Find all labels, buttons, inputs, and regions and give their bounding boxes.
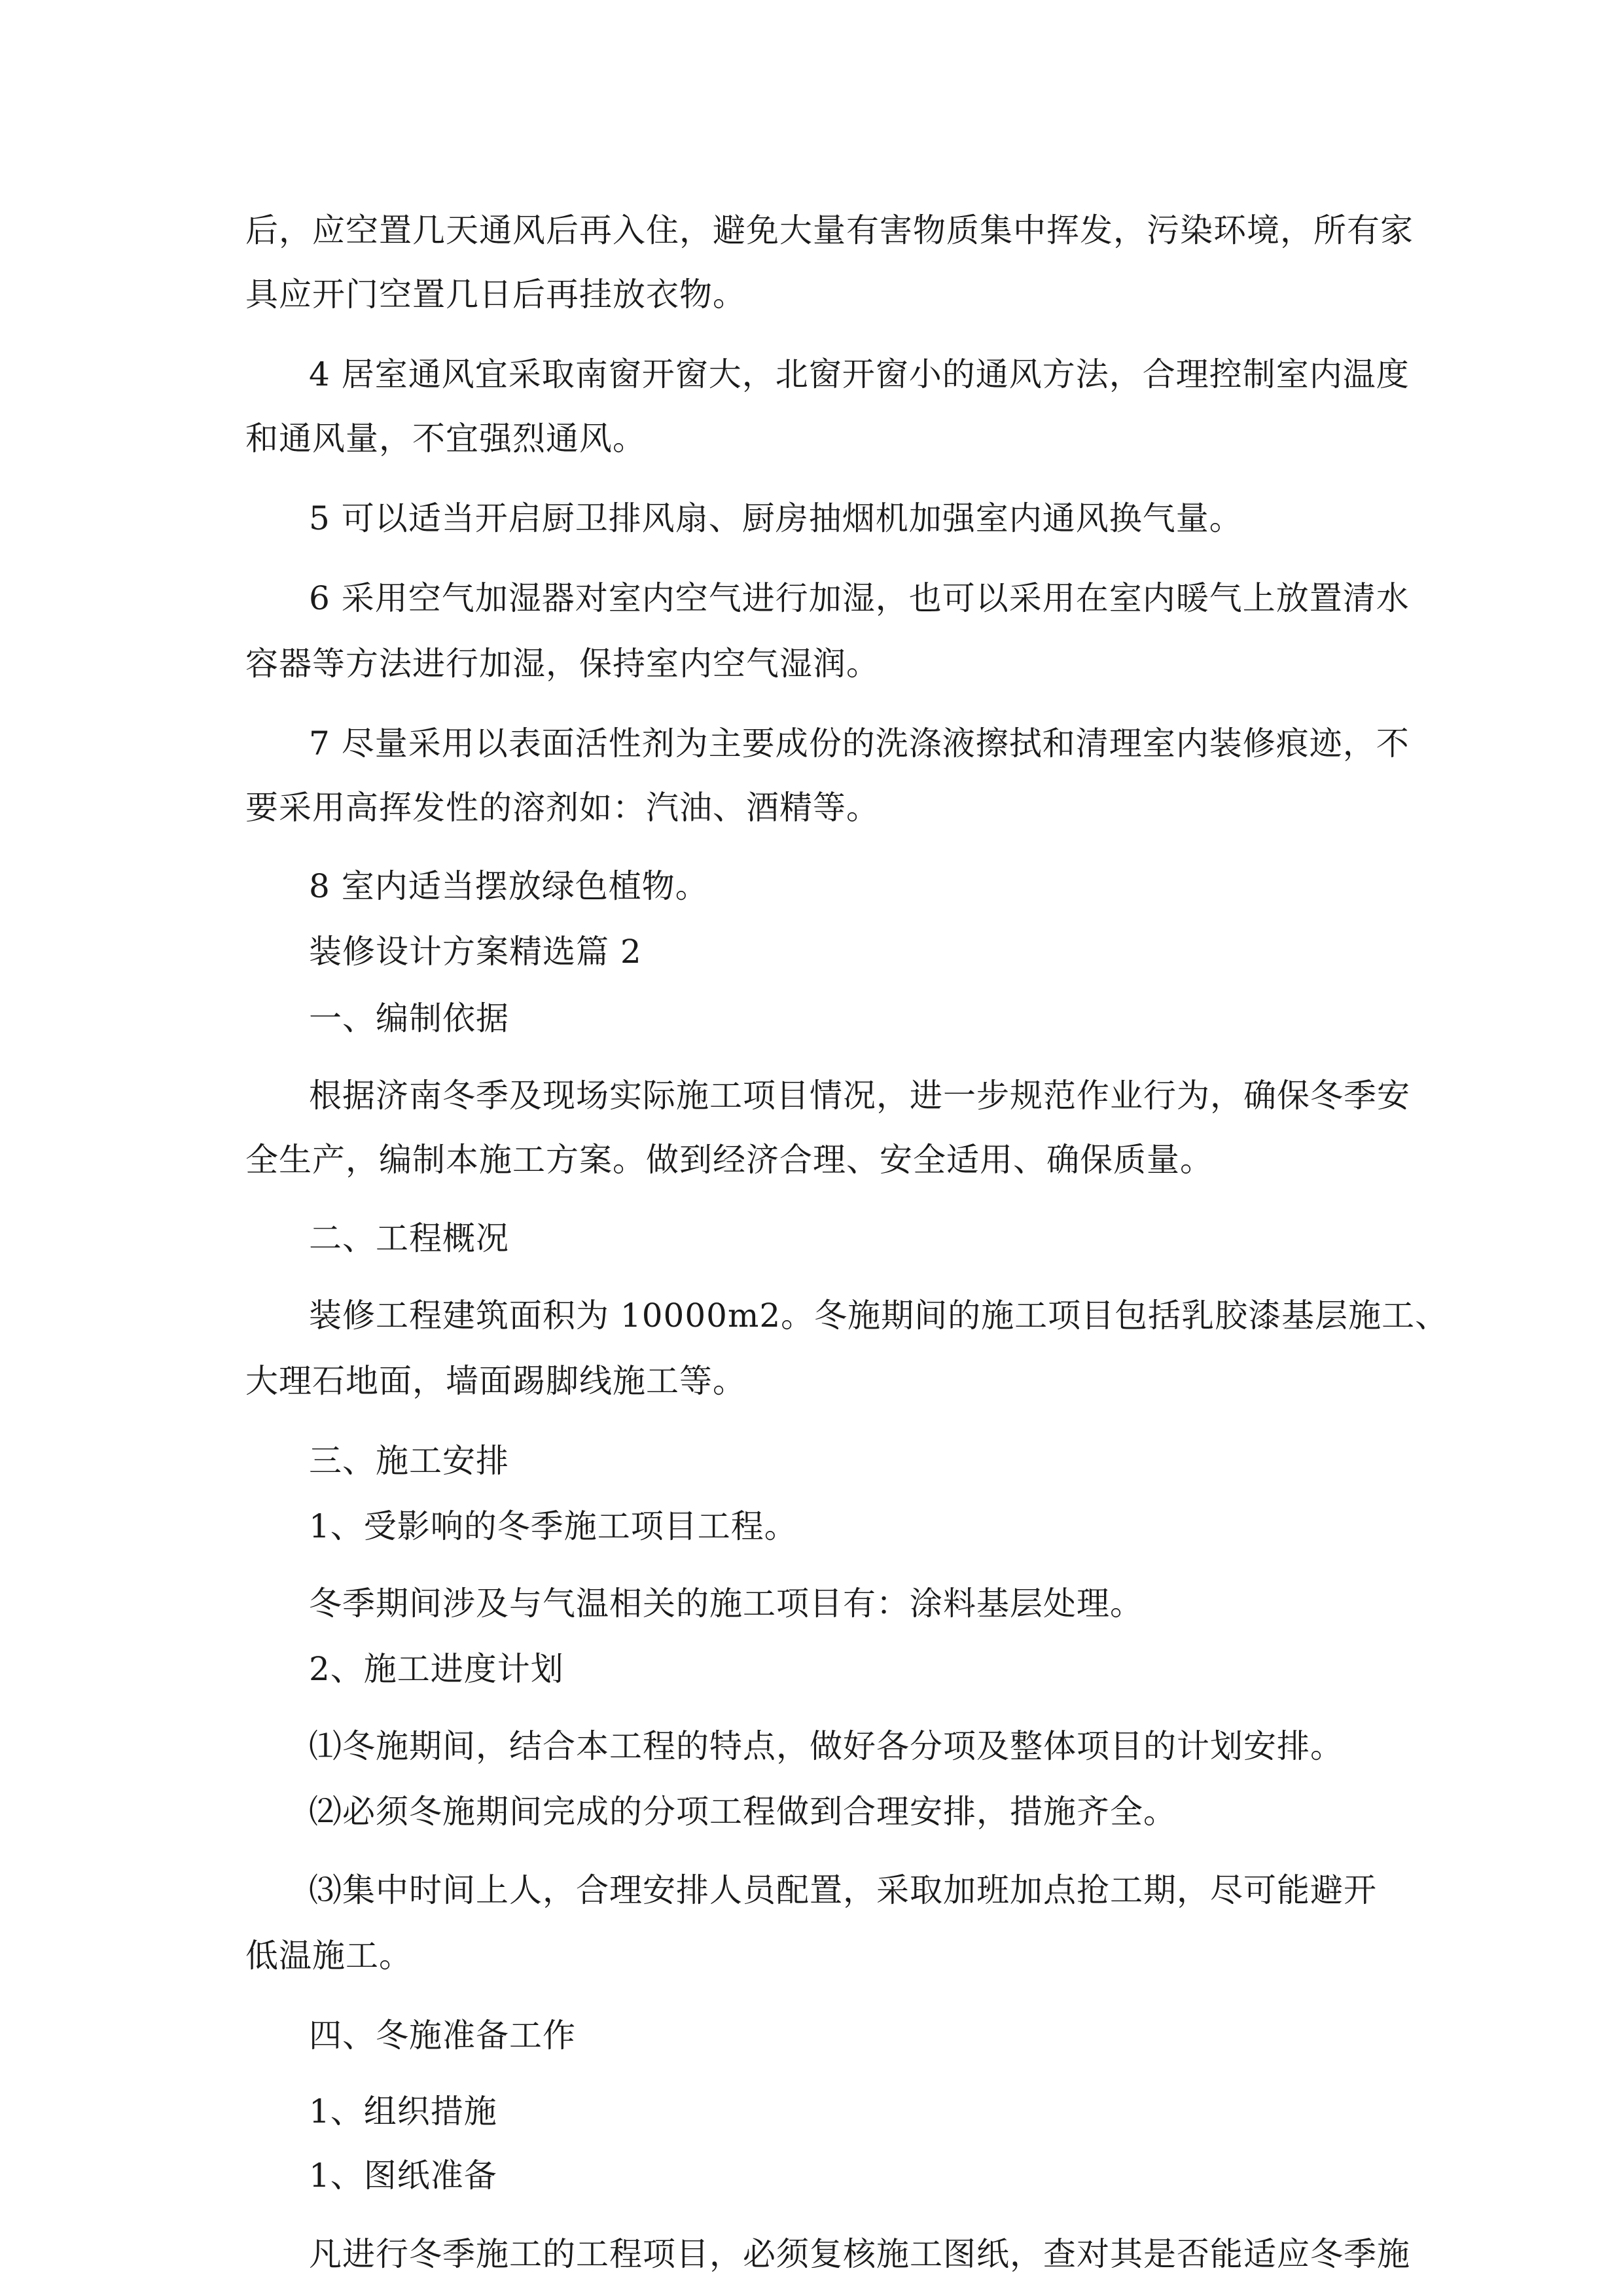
text-line: 凡进行冬季施工的工程项目，必须复核施工图纸，查对其是否能适应冬季施	[309, 2235, 1410, 2273]
section-heading: 四、冬施准备工作	[309, 2017, 576, 2054]
text-line: 全生产，编制本施工方案。做到经济合理、安全适用、确保质量。	[245, 1141, 1213, 1179]
section-heading: 二、工程概况	[309, 1219, 509, 1257]
text-line: 7 尽量采用以表面活性剂为主要成份的洗涤液擦拭和清理室内装修痕迹，不	[309, 725, 1410, 762]
text-line: 2、施工进度计划	[309, 1650, 564, 1688]
text-line: 容器等方法进行加湿，保持室内空气湿润。	[245, 645, 880, 683]
text-line: 后，应空置几天通风后再入住，避免大量有害物质集中挥发，污染环境，所有家	[245, 211, 1414, 249]
text-line: 1、图纸准备	[309, 2157, 497, 2195]
text-line: 6 采用空气加湿器对室内空气进行加湿，也可以采用在室内暖气上放置清水	[309, 579, 1410, 617]
text-line: 要采用高挥发性的溶剂如：汽油、酒精等。	[245, 789, 880, 827]
text-line: 5 可以适当开启厨卫排风扇、厨房抽烟机加强室内通风换气量。	[309, 499, 1243, 537]
text-line: ⑵必须冬施期间完成的分项工程做到合理安排，措施齐全。	[309, 1793, 1177, 1831]
text-line: 1、组织措施	[309, 2092, 497, 2130]
section-heading: 装修设计方案精选篇 2	[309, 933, 642, 971]
text-line: 1、受影响的冬季施工项目工程。	[309, 1507, 798, 1545]
text-line: 冬季期间涉及与气温相关的施工项目有：涂料基层处理。	[309, 1585, 1143, 1623]
text-line: 根据济南冬季及现场实际施工项目情况，进一步规范作业行为，确保冬季安	[309, 1077, 1410, 1115]
section-heading: 一、编制依据	[309, 999, 509, 1037]
text-line: 和通风量，不宜强烈通风。	[245, 420, 646, 457]
text-line: 4 居室通风宜采取南窗开窗大，北窗开窗小的通风方法，合理控制室内温度	[309, 355, 1410, 393]
text-line: 具应开门空置几日后再挂放衣物。	[245, 276, 746, 314]
text-line: 低温施工。	[245, 1937, 412, 1975]
text-line: ⑶集中时间上人，合理安排人员配置，采取加班加点抢工期，尽可能避开	[309, 1871, 1377, 1909]
text-line: ⑴冬施期间，结合本工程的特点，做好各分项及整体项目的计划安排。	[309, 1727, 1344, 1765]
text-line: 装修工程建筑面积为 10000m2。冬施期间的施工项目包括乳胶漆基层施工、	[309, 1297, 1449, 1335]
section-heading: 三、施工安排	[309, 1442, 509, 1480]
text-line: 大理石地面，墙面踢脚线施工等。	[245, 1362, 746, 1400]
text-line: 8 室内适当摆放绿色植物。	[309, 867, 709, 905]
